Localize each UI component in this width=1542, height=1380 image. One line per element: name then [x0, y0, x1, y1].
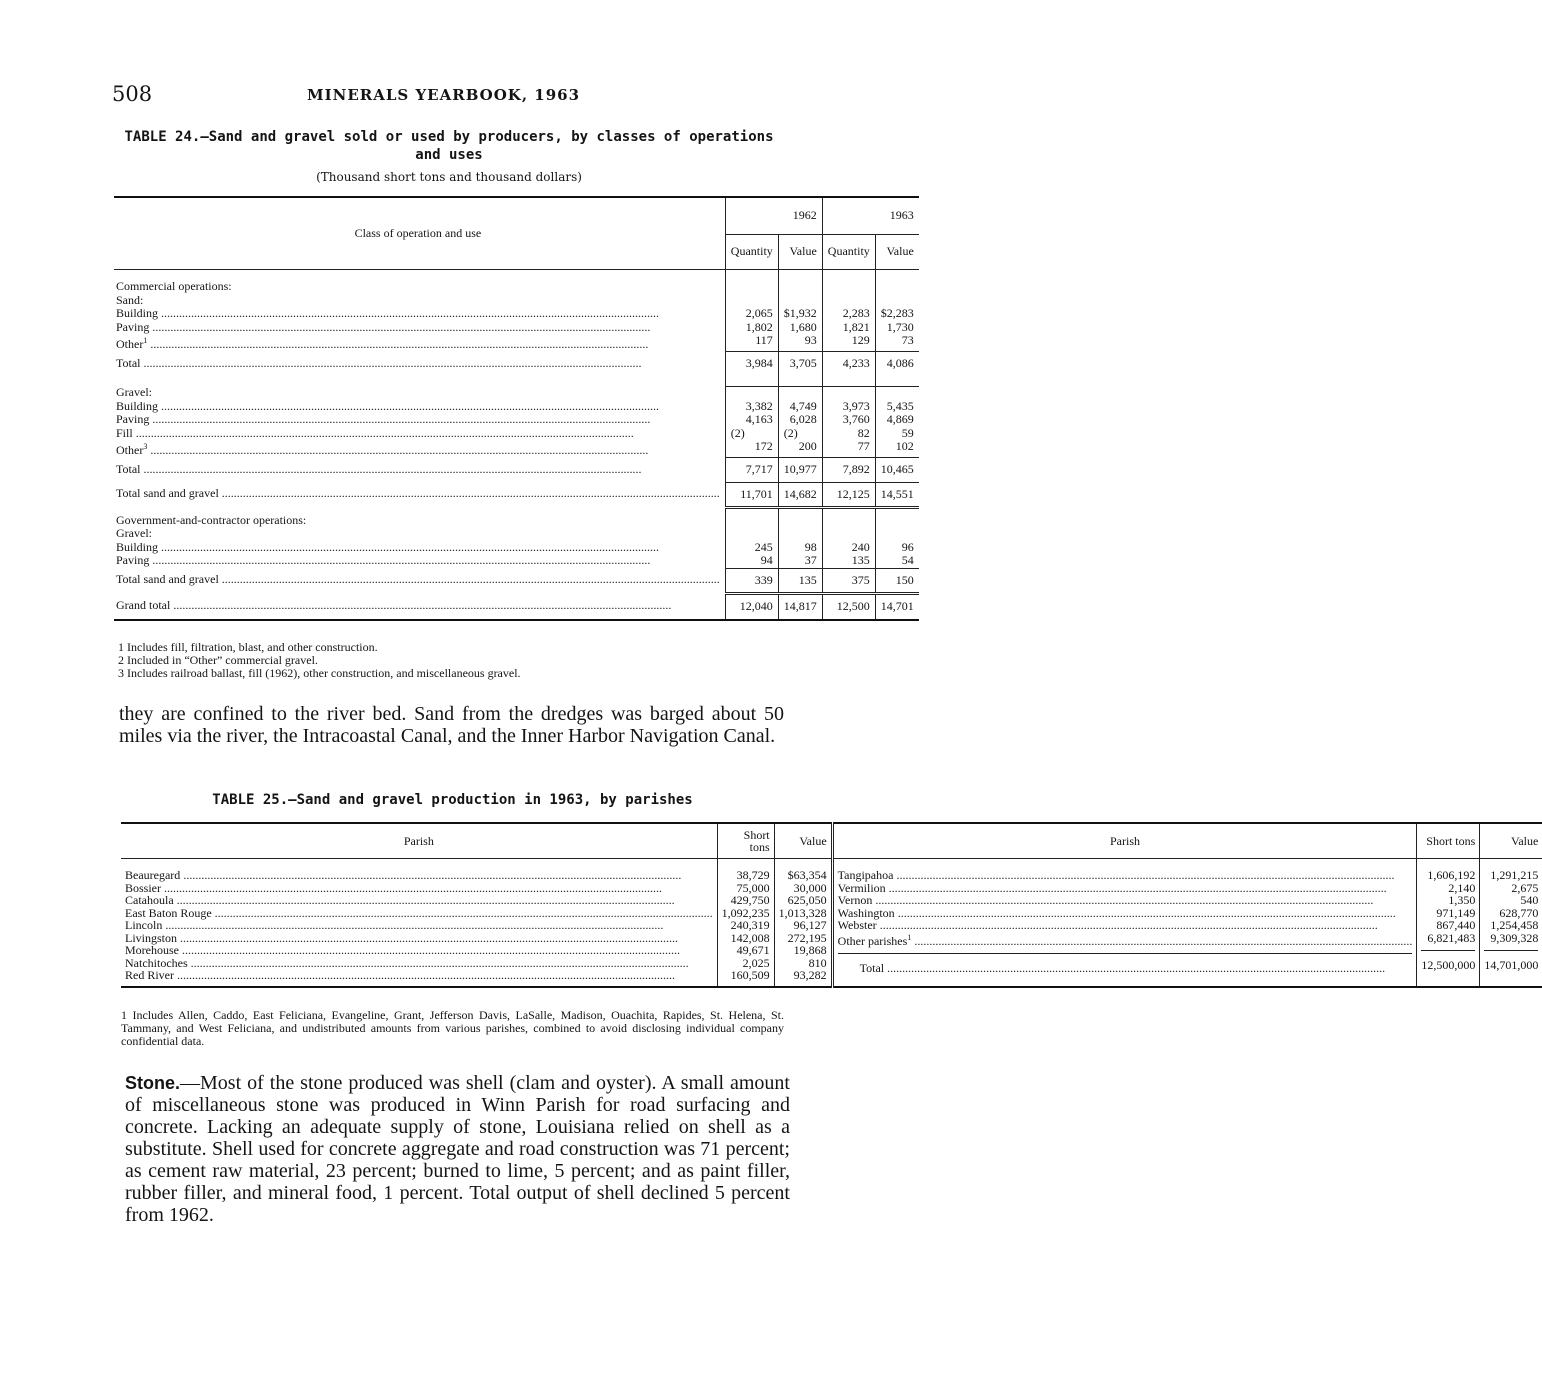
- parish-name: Washington .....: [838, 907, 1413, 920]
- column-header-value: Value: [774, 823, 832, 859]
- table-row: [114, 386, 919, 400]
- table-cell: 14,551: [875, 482, 919, 508]
- table-row: [114, 280, 919, 294]
- table-row: [114, 427, 919, 441]
- table-cell: 10,977: [778, 458, 822, 483]
- table-cell: 6,821,483: [1427, 930, 1476, 945]
- table-cell: 6,028: [778, 413, 822, 427]
- table-cell: 96: [875, 541, 919, 555]
- parish-name: East Baton Rouge .....: [125, 907, 713, 920]
- table-cell: 867,440: [1436, 918, 1476, 932]
- table-cell: 3,984: [725, 352, 778, 376]
- table-cell: 14,701: [875, 594, 919, 620]
- table-cell: 2,025: [742, 955, 770, 970]
- row-label: Paving .....: [116, 413, 720, 427]
- table-cell: 75,000: [736, 880, 770, 895]
- table-row: [114, 321, 919, 335]
- column-header-value: Value: [875, 235, 919, 270]
- table-cell: 4,233: [822, 352, 875, 376]
- table-row: [114, 413, 919, 427]
- row-label: Total sand and gravel .....: [116, 487, 720, 501]
- table-row: [114, 508, 919, 528]
- table-cell: 11,701: [725, 482, 778, 508]
- table-cell: 4,163: [725, 413, 778, 427]
- table-25: Parish Short tons Value Parish Short tons Value Beauregard ..... Bossier ..... Catahoula ..... East Baton Rouge ..... Lincoln ..... Livingston ..... Morehouse ..... Natchitoches ..... Red River ..... 38,729 75,000 429,750 1,092,235 240,319 142,008 49,671 2,025 160,509 $63,354 30,000 625,050 1,013,328 96,127 272,195 19,868 810 93,282 Tangipahoa ..... Vermilion ..... Vernon ..... Washington ..... Webster ..... Other parishes$^1$ ..... Total ..... 1,606,192 2,140 1,350 971,149 867,440 6,821,483 12,500,000 1,291,215 2,675 540 628,770 1,254,458 9,309,328 14,701,000: [121, 822, 1542, 988]
- parish-name: Beauregard .....: [125, 869, 713, 882]
- table-cell: 971,149: [1436, 905, 1476, 920]
- column-header-parish: Parish: [121, 823, 717, 859]
- row-label: Paving .....: [116, 554, 720, 568]
- parish-name: Other parishes: [837, 933, 908, 948]
- table-cell: 540: [1520, 893, 1539, 907]
- row-label: Total .....: [116, 357, 720, 371]
- table-cell: 117: [725, 334, 778, 352]
- table-cell: 54: [875, 554, 919, 568]
- table-cell: 339: [725, 568, 778, 594]
- row-label: Commercial operations:: [116, 279, 232, 293]
- table-cell: 1,013,328: [778, 905, 827, 920]
- table-cell: 4,086: [875, 352, 919, 376]
- table-cell: 4,869: [875, 413, 919, 427]
- table-row: [114, 482, 919, 508]
- table-cell: 14,701,000: [1484, 950, 1538, 972]
- table-row: [114, 541, 919, 555]
- table-cell: 172: [725, 440, 778, 458]
- table-cell: 1,291,215: [1490, 868, 1539, 882]
- table-cell: $63,354: [787, 868, 827, 882]
- table-cell: 240: [822, 541, 875, 555]
- table-cell: 1,821: [822, 321, 875, 335]
- parish-name: Lincoln .....: [125, 919, 713, 932]
- table-cell: 4,749: [778, 400, 822, 414]
- table-cell: 10,465: [875, 458, 919, 483]
- table-cell: (2): [725, 427, 778, 441]
- table-cell: 2,283: [822, 307, 875, 321]
- table-cell: 1,254,458: [1490, 918, 1539, 932]
- row-label: Fill .....: [116, 427, 720, 441]
- table-cell: 73: [875, 334, 919, 352]
- table-row: Other$^3$ ..... 172 200 77 102: [114, 440, 919, 458]
- table-cell: 12,500,000: [1421, 950, 1475, 972]
- table-row: [114, 294, 919, 308]
- footnote: 3 Includes railroad ballast, fill (1962), other construction, and miscellaneous gravel.: [118, 666, 521, 680]
- table-cell: 98: [778, 541, 822, 555]
- table-cell: $1,932: [778, 307, 822, 321]
- table-row: [114, 307, 919, 321]
- table-cell: 625,050: [787, 893, 827, 907]
- table-cell: 14,682: [778, 482, 822, 508]
- table-25-title: TABLE 25.—Sand and gravel production in 1963, by parishes: [212, 792, 693, 808]
- parish-name: Red River .....: [125, 969, 713, 982]
- table-cell: 7,717: [725, 458, 778, 483]
- column-header-short-tons: Short tons: [717, 823, 774, 859]
- table-cell: 135: [822, 554, 875, 568]
- parish-name: Vernon .....: [838, 894, 1413, 907]
- row-label: Other: [116, 337, 144, 351]
- table-cell: 628,770: [1499, 905, 1539, 920]
- table-24-subtitle: (Thousand short tons and thousand dollars): [316, 170, 582, 184]
- column-header-quantity: Quantity: [725, 235, 778, 270]
- table-24-footnotes: [118, 641, 784, 680]
- page-number: 508: [112, 82, 153, 106]
- table-cell: 2,065: [725, 307, 778, 321]
- table-cell: 30,000: [793, 880, 827, 895]
- table-cell: $2,283: [875, 307, 919, 321]
- column-header-parish: Parish: [832, 823, 1417, 859]
- table-cell: 5,435: [875, 400, 919, 414]
- stone-heading: Stone.: [125, 1073, 181, 1093]
- table-cell: 93,282: [793, 968, 827, 982]
- table-cell: 1,606,192: [1427, 868, 1476, 882]
- table-cell: 245: [725, 541, 778, 555]
- table-cell: 82: [822, 427, 875, 441]
- table-cell: 3,705: [778, 352, 822, 376]
- parish-name: Webster .....: [838, 919, 1413, 932]
- table-cell: 19,868: [793, 943, 827, 957]
- column-header-value: Value: [778, 235, 822, 270]
- table-row: [114, 352, 919, 376]
- row-label: Building .....: [116, 400, 720, 414]
- table-cell: 135: [778, 568, 822, 594]
- table-cell: 7,892: [822, 458, 875, 483]
- table-cell: 12,040: [725, 594, 778, 620]
- table-25-footnote: 1 Includes Allen, Caddo, East Feliciana, Evangeline, Grant, Jefferson Davis, LaSalle, Madison, Ouachita, Rapides, St. Helena, St. Tammany, and West Feliciana, and undistributed amounts from various parishes, combined to avoid disclosing individual company confidential data.: [121, 1008, 784, 1048]
- table-cell: 1,350: [1448, 893, 1476, 907]
- column-header-1963: 1963: [822, 197, 919, 235]
- parish-name: Morehouse .....: [125, 944, 713, 957]
- column-header-value: Value: [1480, 823, 1542, 859]
- parish-name: Natchitoches .....: [125, 957, 713, 970]
- column-header-quantity: Quantity: [822, 235, 875, 270]
- row-label: Building .....: [116, 541, 720, 555]
- parish-name: Vermilion .....: [838, 882, 1413, 895]
- table-cell: 12,500: [822, 594, 875, 620]
- table-cell: 3,382: [725, 400, 778, 414]
- row-label: Grand total .....: [116, 599, 720, 613]
- column-header-class: Class of operation and use: [114, 197, 725, 270]
- footnote: 1 Includes fill, filtration, blast, and other construction.: [118, 640, 378, 654]
- table-cell: 1,092,235: [721, 905, 770, 920]
- table-cell: 1,802: [725, 321, 778, 335]
- table-cell: 94: [725, 554, 778, 568]
- parish-name: Tangipahoa .....: [838, 869, 1413, 882]
- table-cell: 37: [778, 554, 822, 568]
- row-label: Gravel:: [116, 385, 152, 399]
- row-label: Paving .....: [116, 321, 720, 335]
- table-cell: 3,973: [822, 400, 875, 414]
- row-label: Gravel:: [116, 526, 152, 540]
- table-cell: 150: [875, 568, 919, 594]
- table-cell: 429,750: [730, 893, 770, 907]
- stone-paragraph: [125, 1072, 790, 1226]
- table-cell: 3,760: [822, 413, 875, 427]
- table-cell: 160,509: [730, 968, 770, 982]
- column-header-short-tons: Short tons: [1417, 823, 1480, 859]
- table-cell: 240,319: [730, 918, 770, 932]
- stone-text: —Most of the stone produced was shell (clam and oyster). A small amount of miscellaneous stone was produced in Winn Parish for road surfacing and concrete. Lacking an adequate supply of stone, Louisiana relied on shell as a substitute. Shell used for concrete aggregate and road construction was 71 percent; as cement raw material, 23 percent; burned to lime, 5 percent; and as paint filler, rubber filler, and mineral food, 1 percent. Total output of shell declined 5 percent from 1962.: [125, 1072, 790, 1226]
- table-cell: 1,730: [875, 321, 919, 335]
- table-row: Other$^1$ ..... 117 93 129 73: [114, 334, 919, 352]
- table-cell: 9,309,328: [1490, 930, 1539, 945]
- table-cell: 375: [822, 568, 875, 594]
- table-cell: 2,140: [1448, 880, 1476, 895]
- row-label: Government-and-contractor operations:: [116, 512, 307, 527]
- running-title: MINERALS YEARBOOK, 1963: [307, 86, 581, 104]
- table-cell: 96,127: [793, 918, 827, 932]
- total-label: Total .....: [838, 962, 1386, 975]
- table-cell: (2): [778, 427, 822, 441]
- body-paragraph: they are confined to the river bed. Sand from the dredges was barged about 50 miles via the river, the Intracoastal Canal, and the Inner Harbor Navigation Canal.: [119, 703, 784, 747]
- table-24: [114, 196, 919, 621]
- table-cell: 810: [808, 955, 827, 970]
- table-cell: 2,675: [1511, 880, 1539, 895]
- table-cell: 200: [778, 440, 822, 458]
- table-row: [114, 400, 919, 414]
- table-row: [114, 554, 919, 568]
- row-label: Total sand and gravel .....: [116, 573, 720, 587]
- table-cell: 129: [822, 334, 875, 352]
- table-cell: 14,817: [778, 594, 822, 620]
- table-row: [114, 594, 919, 620]
- table-cell: 272,195: [787, 930, 827, 945]
- page-header: [112, 82, 784, 112]
- table-row: [114, 527, 919, 541]
- row-label: Other: [116, 443, 144, 457]
- table-row: [114, 458, 919, 483]
- table-cell: 49,671: [736, 943, 770, 957]
- table-cell: 59: [875, 427, 919, 441]
- column-header-1962: 1962: [725, 197, 822, 235]
- table-row: [114, 568, 919, 594]
- table-cell: 93: [778, 334, 822, 352]
- table-cell: 77: [822, 440, 875, 458]
- table-cell: 38,729: [736, 868, 770, 882]
- parish-name: Bossier .....: [125, 882, 713, 895]
- table-cell: 1,680: [778, 321, 822, 335]
- parish-name: Livingston .....: [125, 932, 713, 945]
- table-24-title: TABLE 24.—Sand and gravel sold or used by producers, by classes of operations and uses: [124, 129, 774, 163]
- row-label: Total .....: [116, 463, 720, 477]
- parish-name: Catahoula .....: [125, 894, 713, 907]
- row-label: Sand:: [116, 292, 144, 307]
- table-cell: 12,125: [822, 482, 875, 508]
- table-cell: 102: [875, 440, 919, 458]
- row-label: Building .....: [116, 307, 720, 321]
- table-cell: 142,008: [730, 930, 770, 945]
- footnote: 2 Included in “Other” commercial gravel.: [118, 653, 318, 667]
